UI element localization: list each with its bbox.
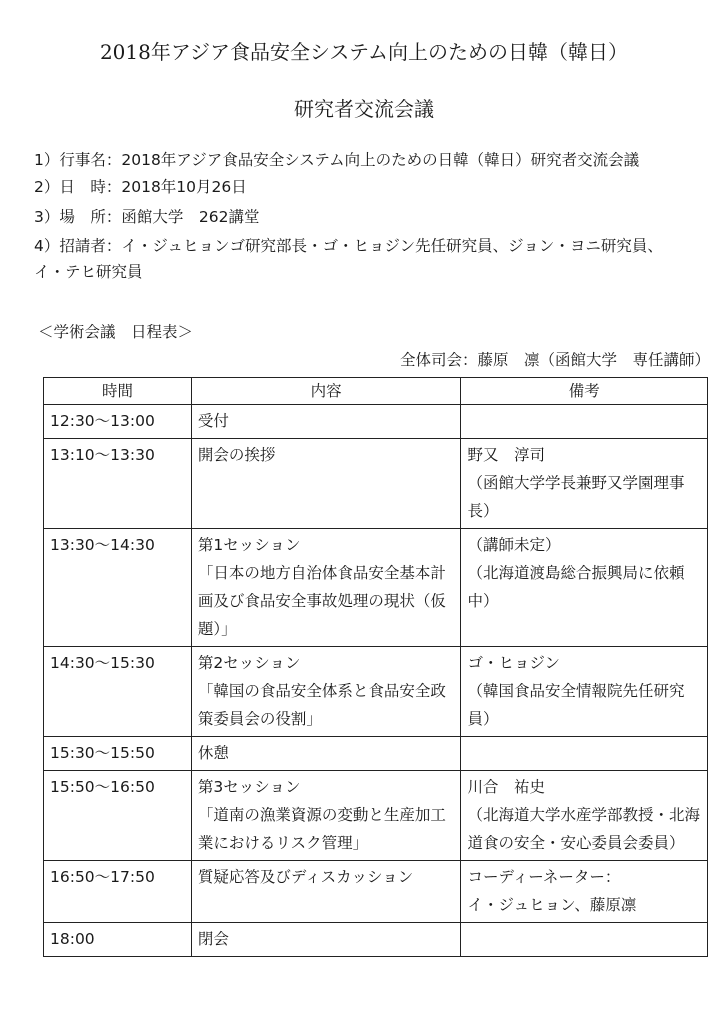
row-content — [191, 647, 461, 737]
schedule-header-row — [44, 378, 708, 405]
row-content — [191, 737, 461, 771]
row-content-line: 「日本の地方自治体食品安全基本計画及び食品安全事故処理の現状（仮題）」 — [197, 564, 446, 638]
schedule-heading: ＜学術会議 日程表＞ — [38, 323, 194, 341]
info-venue: 3）場 所：函館大学 262講堂 — [34, 208, 260, 226]
row-content-line: 質疑応答及びディスカッション — [197, 868, 414, 886]
table-row — [44, 771, 708, 861]
row-note — [461, 529, 708, 647]
table-row — [44, 737, 708, 771]
row-content — [191, 861, 461, 923]
row-content — [191, 529, 461, 647]
row-content — [191, 771, 461, 861]
row-time: 13:10〜13:30 — [44, 439, 192, 529]
row-note — [461, 861, 708, 923]
row-note-line: （北海道大学水産学部教授・北海道食の安全・安心委員会委員） — [467, 806, 700, 852]
info-event-name: 1）行事名：2018年アジア食品安全システム向上のための日韓（韓日）研究者交流会議 — [34, 151, 640, 169]
row-note-line: コーディーネーター： — [467, 868, 621, 886]
info-date: 2）日 時：2018年10月26日 — [34, 178, 247, 196]
row-content-line: 第3セッション — [197, 778, 301, 796]
row-time: 15:30〜15:50 — [44, 737, 192, 771]
row-content — [191, 439, 461, 529]
document-title-line2: 研究者交流会議 — [294, 97, 434, 121]
row-content-line: 受付 — [197, 412, 229, 430]
row-note — [461, 771, 708, 861]
row-content-line: 開会の挨拶 — [197, 446, 276, 464]
table-row — [44, 405, 708, 439]
row-note — [461, 737, 708, 771]
info-invitees-block — [34, 233, 689, 285]
info-venue-block — [34, 204, 704, 230]
row-content — [191, 923, 461, 957]
table-row — [44, 861, 708, 923]
row-content-line: 休憩 — [197, 744, 229, 762]
row-note — [461, 647, 708, 737]
column-header-content: 内容 — [191, 378, 461, 405]
row-note-line: （韓国食品安全情報院先任研究員） — [467, 682, 685, 728]
schedule-host: 全体司会：藤原 凛（函館大学 専任講師） — [399, 351, 710, 369]
info-date-block — [34, 174, 704, 200]
row-time: 15:50〜16:50 — [44, 771, 192, 861]
table-row — [44, 647, 708, 737]
info-invitees: 4）招請者：イ・ジュヒョンゴ研究部長・ゴ・ヒョジン先任研究員、ジョン・ヨニ研究員、イ・テヒ研究員 — [34, 237, 663, 281]
column-header-time: 時間 — [44, 378, 192, 405]
row-note-line: 野又 淳司 — [467, 446, 545, 464]
row-note-line: （北海道渡島総合振興局に依頼中） — [467, 564, 685, 610]
row-time: 16:50〜17:50 — [44, 861, 192, 923]
table-row — [44, 439, 708, 529]
schedule-table — [43, 377, 708, 957]
row-note-line: （講師未定） — [467, 536, 561, 554]
table-row — [44, 923, 708, 957]
row-time: 14:30〜15:30 — [44, 647, 192, 737]
row-note — [461, 439, 708, 529]
row-note — [461, 923, 708, 957]
column-header-note: 備考 — [461, 378, 708, 405]
row-note-line: 川合 祐史 — [467, 778, 545, 796]
row-content-line: 「韓国の食品安全体系と食品安全政策委員会の役割」 — [197, 682, 446, 728]
info-block — [34, 147, 704, 173]
row-content-line: 閉会 — [197, 930, 229, 948]
row-content-line: 第2セッション — [197, 654, 301, 672]
row-content-line: 第1セッション — [197, 536, 301, 554]
table-row — [44, 529, 708, 647]
row-note-line: イ・ジュヒョン、藤原凛 — [467, 896, 637, 914]
row-content-line: 「道南の漁業資源の変動と生産加工業におけるリスク管理」 — [197, 806, 446, 852]
row-time: 18:00 — [44, 923, 192, 957]
row-note-line: ゴ・ヒョジン — [467, 654, 561, 672]
row-note-line: （函館大学学長兼野又学園理事長） — [467, 474, 685, 520]
row-content — [191, 405, 461, 439]
row-note — [461, 405, 708, 439]
row-time: 13:30〜14:30 — [44, 529, 192, 647]
document-title-line1: 2018年アジア食品安全システム向上のための日韓（韓日） — [99, 40, 629, 64]
row-time: 12:30〜13:00 — [44, 405, 192, 439]
